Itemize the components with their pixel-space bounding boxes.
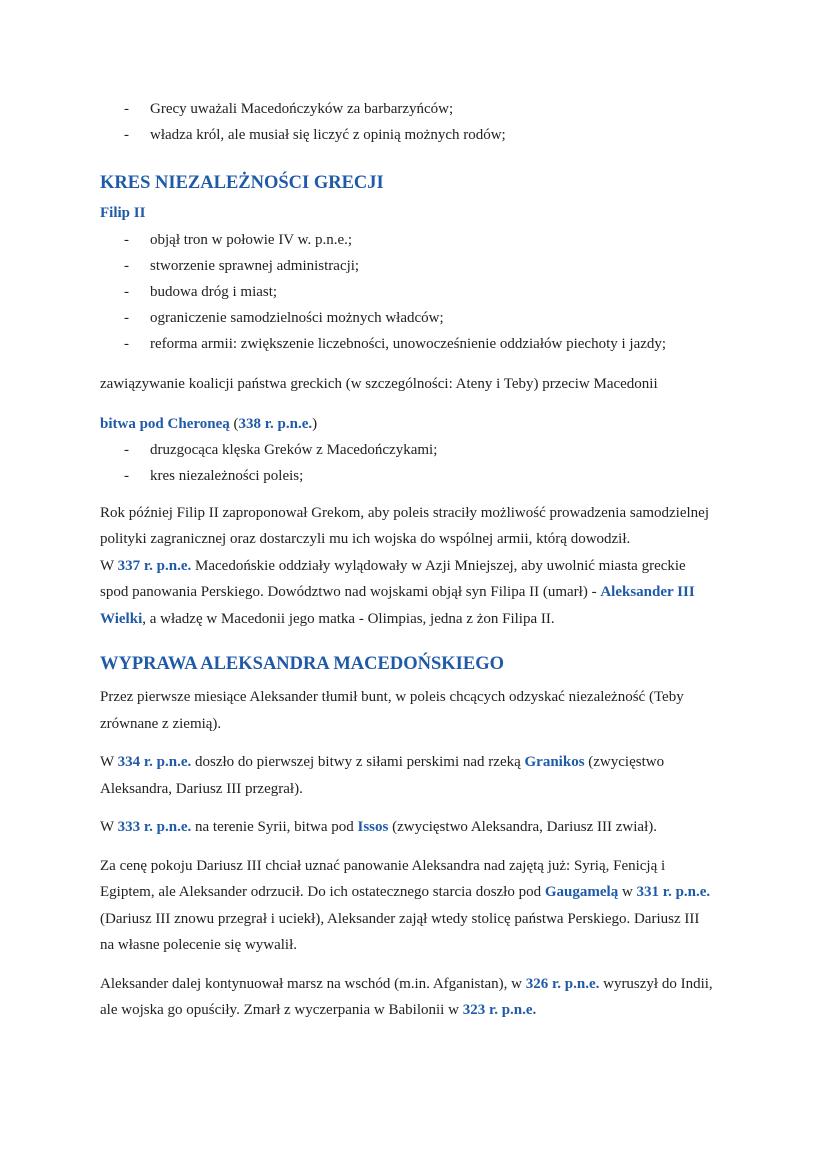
- list-item: - budowa dróg i miast;: [124, 284, 278, 300]
- subheading-battle-cheronea: bitwa pod Cheroneą (338 r. p.n.e.): [100, 415, 318, 432]
- list-item: - druzgocąca klęska Greków z Macedończykami;: [124, 441, 438, 458]
- intro-bullet-list: [100, 96, 740, 148]
- paragraph-issos: W 333 r. p.n.e. na terenie Syrii, bitwa pod Issos (zwycięstwo Aleksandra, Dariusz III zwiał).: [100, 819, 657, 835]
- subheading-filip: Filip II: [100, 205, 146, 221]
- section-heading-wyprawa: WYPRAWA ALEKSANDRA MACEDOŃSKIEGO: [100, 654, 504, 674]
- paragraph-indie: Aleksander dalej kontynuował marsz na wschód (m.in. Afganistan), w 326 r. p.n.e. wyruszył do Indii, ale wojska go opuściły. Zmarł z wyczerpania w Babilonii w 323 r. p.n.e.: [100, 975, 713, 1018]
- list-item: - reforma armii: zwiększenie liczebności, unowocześnienie oddziałów piechoty i jazdy;: [124, 336, 667, 352]
- list-item: - stworzenie sprawnej administracji;: [124, 258, 360, 274]
- list-item: - kres niezależności poleis;: [124, 467, 304, 484]
- paragraph-gaugamela: Za cenę pokoju Dariusz III chciał uznać panowanie Aleksandra nad zajętą już: Syrią, Fenicją i Egiptem, ale Aleksander odrzucił. Do ich ostatecznego starcia doszło pod Gaugamelą w 331 r. p.n.e. (Dariusz III znowu przegrał i uciekł), Aleksander zajął wtedy stolicę państwa Perskiego. Dariusz III na własne polecenie się wywalił.: [100, 857, 711, 953]
- paragraph-granikos: W 334 r. p.n.e. doszło do pierwszej bitwy z siłami perskimi nad rzeką Granikos (zwycięstwo Aleksandra, Dariusz III przegrał).: [100, 754, 665, 797]
- paragraph-rok-pozniej: Rok później Filip II zaproponował Grekom, aby poleis straciły możliwość prowadzenia samodzielnej polityki zagranicznej oraz dostarczyli mu ich wojska do wspólnej armii, którą dowodził. W 337 r. p.n.e. Macedońskie oddziały wylądowały w Azji Mniejszej, aby uwolnić miasta greckie spod panowania Perskiego. Dowództwo nad wojskami objął syn Filipa II (umarł) - Aleksander III Wielki, a władzę w Macedonii jego matka - Olimpias, jedna z żon Filipa II.: [100, 504, 710, 627]
- battle-bullet-list: [100, 437, 740, 489]
- document-page: [100, 96, 740, 1024]
- section-heading-kres: KRES NIEZALEŻNOŚCI GRECJI: [100, 173, 384, 193]
- coalition-paragraph: zawiązywanie koalicji państwa greckich (w szczególności: Ateny i Teby) przeciw Macedonii: [100, 376, 658, 392]
- filip-bullet-list: [100, 227, 740, 357]
- list-item: - objął tron w połowie IV w. p.n.e.;: [124, 232, 353, 248]
- list-item: - Grecy uważali Macedończyków za barbarzyńców;: [124, 101, 454, 117]
- paragraph-bunt: Przez pierwsze miesiące Aleksander tłumił bunt, w poleis chcących odzyskać niezależność (Teby zrównane z ziemią).: [100, 689, 684, 732]
- list-item: - ograniczenie samodzielności możnych władców;: [124, 310, 444, 326]
- list-item: - władza król, ale musiał się liczyć z opinią możnych rodów;: [124, 127, 506, 143]
